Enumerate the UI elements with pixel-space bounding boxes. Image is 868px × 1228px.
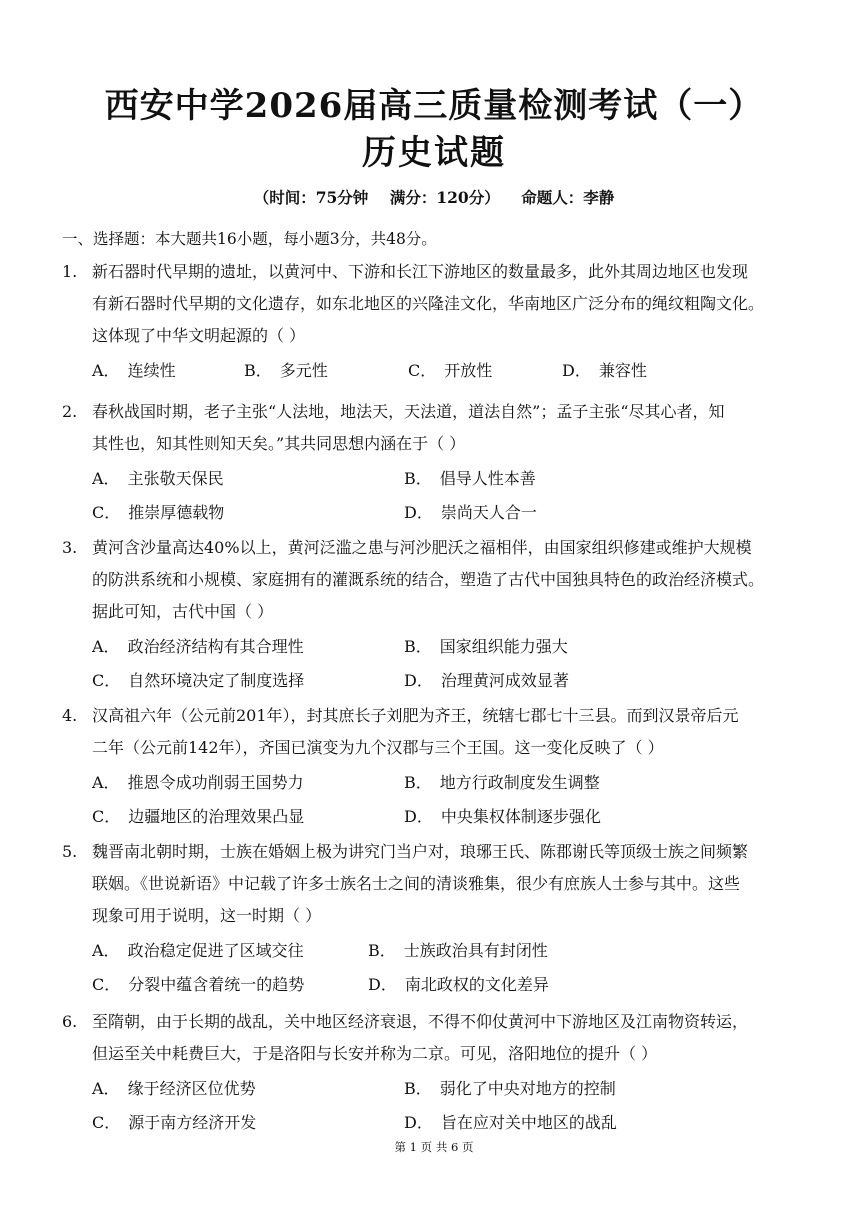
stem-line: 至隋朝，由于长期的战乱，关中地区经济衰退，不得不仰仗黄河中下游地区及江南物资转运， [92,1012,749,1031]
option-label: D． [404,671,433,690]
exam-info-line: （时间：75分钟 满分：120分） 命题人：李静 [253,188,615,207]
answer-option[interactable] [92,934,304,968]
page-footer: 第 1 页 共 6 页 [394,1140,474,1154]
question-stem [92,396,822,460]
option-text: 地方行政制度发生调整 [439,773,600,792]
answer-option[interactable] [92,968,304,1002]
options-row [92,496,822,530]
answer-option[interactable] [404,766,600,800]
question-number: 3. [62,538,78,557]
section-heading: 一、选择题：本大题共16小题，每小题3分，共48分。 [62,230,437,248]
option-label: B． [404,469,432,488]
stem-line: 新石器时代早期的遗址，以黄河中、下游和长江下游地区的数量最多，此外其周边地区也发现 [92,262,749,281]
answer-option[interactable] [92,800,304,834]
option-label: D． [368,975,397,994]
question-number: 2. [62,402,78,421]
option-label: B． [404,773,432,792]
option-label: A． [92,1079,120,1098]
option-label: C． [92,807,121,826]
option-label: A． [92,773,120,792]
stem-line: 春秋战国时期，老子主张“人法地，地法天，天法道，道法自然”；孟子主张“尽其心者，知 [92,402,725,421]
option-label: A． [92,941,120,960]
answer-option[interactable] [404,1106,617,1140]
answer-option[interactable] [92,462,224,496]
answer-option[interactable] [562,354,647,388]
option-text: 治理黄河成效显著 [440,671,569,690]
question-stem [92,700,822,764]
option-text: 连续性 [127,361,176,380]
options-row [92,1106,822,1140]
option-text: 旨在应对关中地区的战乱 [440,1113,617,1132]
stem-line: 这体现了中华文明起源的（ ） [92,326,306,345]
question-stem [92,836,822,932]
option-text: 南北政权的文化差异 [404,975,549,994]
option-text: 缘于经济区位优势 [127,1079,256,1098]
options-row [92,664,822,698]
option-text: 分裂中蕴含着统一的趋势 [128,975,305,994]
exam-subject-title: 历史试题 [362,133,506,173]
option-text: 开放性 [444,361,493,380]
stem-line: 其性也，知其性则知天矣。”其共同思想内涵在于（ ） [92,434,466,453]
answer-option[interactable] [92,766,304,800]
option-text: 国家组织能力强大 [439,637,568,656]
options-row [92,800,822,834]
stem-line: 黄河含沙量高达40%以上，黄河泛滥之患与河沙肥沃之福相伴，由国家组织修建或维护大规模 [92,538,752,557]
option-label: C． [92,503,121,522]
option-label: B． [404,637,432,656]
option-text: 政治经济结构有其合理性 [127,637,304,656]
answer-option[interactable] [404,462,536,496]
answer-option[interactable] [408,354,492,388]
option-text: 弱化了中央对地方的控制 [439,1079,616,1098]
option-label: A． [92,637,120,656]
option-label: C． [408,361,437,380]
option-label: D． [404,1113,433,1132]
option-label: A． [92,469,120,488]
option-label: B． [244,361,272,380]
stem-line: 但运至关中耗费巨大，于是洛阳与长安并称为二京。可见，洛阳地位的提升（ ） [92,1044,658,1063]
answer-option[interactable] [368,968,549,1002]
options-row [92,1072,822,1106]
answer-option[interactable] [92,496,224,530]
options-row [92,968,822,1002]
options-row [92,354,822,388]
question-number: 6. [62,1012,78,1031]
option-label: D． [404,503,433,522]
stem-line: 魏晋南北朝时期，士族在婚姻上极为讲究门当户对，琅琊王氏、陈郡谢氏等顶级士族之间频繁 [92,842,749,861]
option-text: 士族政治具有封闭性 [403,941,548,960]
option-text: 主张敬天保民 [127,469,224,488]
answer-option[interactable] [92,1106,256,1140]
question-stem [92,256,822,352]
option-label: B． [368,941,396,960]
answer-option[interactable] [92,630,304,664]
option-text: 兼容性 [598,361,647,380]
option-text: 推恩令成功削弱王国势力 [127,773,304,792]
stem-line: 据此可知，古代中国（ ） [92,602,274,621]
exam-title: 西安中学2026届高三质量检测考试（一） [104,86,764,126]
options-row [92,630,822,664]
option-text: 源于南方经济开发 [128,1113,257,1132]
question-stem [92,532,822,628]
option-text: 推崇厚德载物 [128,503,225,522]
option-label: C． [92,975,121,994]
answer-option[interactable] [244,354,328,388]
question-number: 4. [62,706,78,725]
question-stem [92,1006,822,1070]
stem-line: 汉高祖六年（公元前201年），封其庶长子刘肥为齐王，统辖七郡七十三县。而到汉景帝后元 [92,706,739,725]
options-row [92,462,822,496]
option-text: 边疆地区的治理效果凸显 [128,807,305,826]
question-number: 1. [62,262,78,281]
answer-option[interactable] [404,496,537,530]
stem-line: 有新石器时代早期的文化遗存，如东北地区的兴隆洼文化，华南地区广泛分布的绳纹粗陶文化。 [92,294,765,313]
options-row [92,934,822,968]
option-label: D． [562,361,591,380]
stem-line: 现象可用于说明，这一时期（ ） [92,906,322,925]
answer-option[interactable] [92,354,176,388]
option-label: B． [404,1079,432,1098]
options-row [92,766,822,800]
answer-option[interactable] [368,934,548,968]
option-label: C． [92,671,121,690]
stem-line: 二年（公元前142年），齐国已演变为九个汉郡与三个王国。这一变化反映了（ ） [92,738,664,757]
stem-line: 的防洪系统和小规模、家庭拥有的灌溉系统的结合，塑造了古代中国独具特色的政治经济模式。 [92,570,765,589]
answer-option[interactable] [92,1072,256,1106]
answer-option[interactable] [92,664,304,698]
answer-option[interactable] [404,800,601,834]
answer-option[interactable] [404,664,569,698]
option-text: 自然环境决定了制度选择 [128,671,305,690]
answer-option[interactable] [404,630,568,664]
answer-option[interactable] [404,1072,616,1106]
option-text: 政治稳定促进了区域交往 [127,941,304,960]
option-text: 多元性 [279,361,328,380]
option-label: C． [92,1113,121,1132]
option-label: D． [404,807,433,826]
option-text: 倡导人性本善 [439,469,536,488]
option-text: 崇尚天人合一 [440,503,537,522]
question-number: 5. [62,842,78,861]
option-text: 中央集权体制逐步强化 [440,807,601,826]
option-label: A． [92,361,120,380]
stem-line: 联姻。《世说新语》中记载了许多士族名士之间的清谈雅集，很少有庶族人士参与其中。这些 [92,874,741,893]
